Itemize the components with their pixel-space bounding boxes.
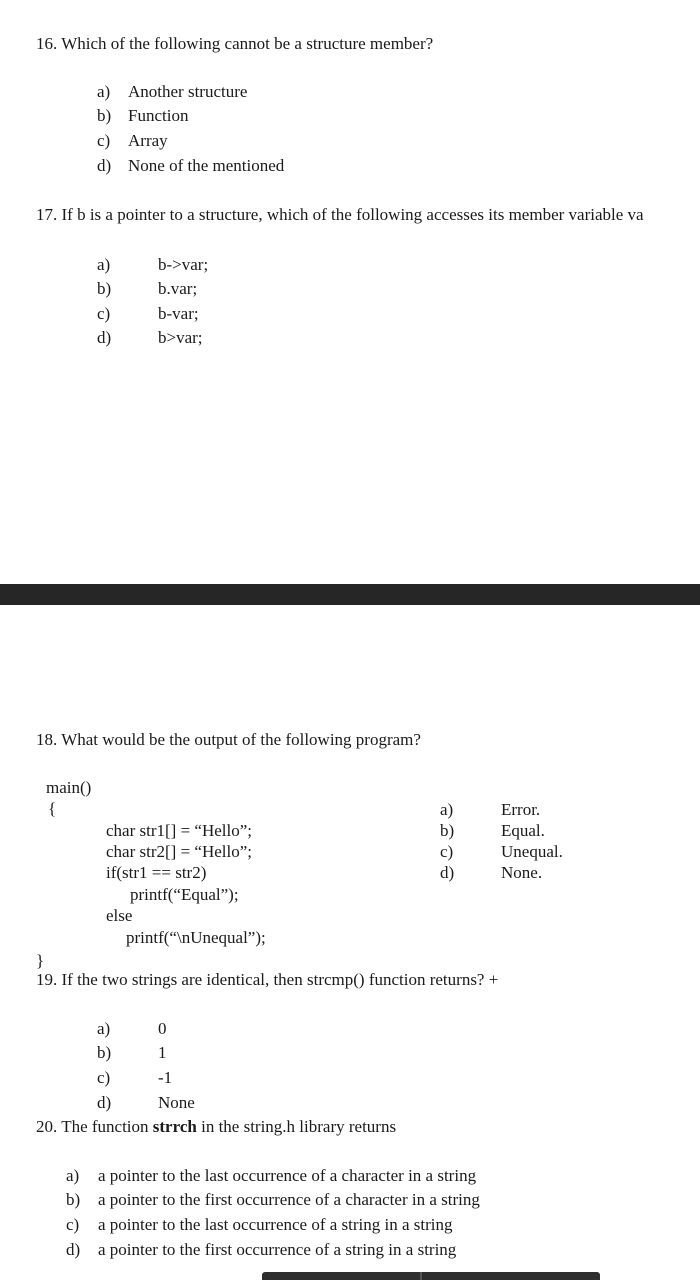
q20-option-d: a pointer to the first occurrence of a string in a string (98, 1240, 457, 1259)
q18-option-b-letter: b) (440, 821, 455, 840)
q18-option-a: Error. (501, 800, 541, 819)
q19-option-a-letter: a) (97, 1019, 111, 1038)
q17-option-d: b>var; (158, 328, 203, 347)
q19-option-d-letter: d) (97, 1093, 112, 1112)
q18-option-a-letter: a) (440, 800, 454, 819)
q19-option-c-letter: c) (97, 1068, 111, 1087)
q17-option-a: b->var; (158, 255, 209, 274)
q18-option-c-letter: c) (440, 842, 454, 861)
code-line-close-brace: } (36, 951, 45, 970)
q16-option-b-letter: b) (97, 106, 112, 125)
q20-option-b-letter: b) (66, 1190, 81, 1209)
q19-option-c: -1 (158, 1068, 173, 1087)
q20-option-c: a pointer to the last occurrence of a string in a string (98, 1215, 453, 1234)
q17-option-a-letter: a) (97, 255, 111, 274)
q16-option-d: None of the mentioned (128, 156, 285, 175)
q17-option-b: b.var; (158, 279, 198, 298)
bottom-toolbar-edge[interactable] (262, 1272, 600, 1280)
q20-option-a-letter: a) (66, 1166, 80, 1185)
code-line-printf-equal: printf(“Equal”); (130, 885, 239, 904)
q17-option-b-letter: b) (97, 279, 112, 298)
code-line-printf-unequal: printf(“\nUnequal”); (126, 928, 266, 947)
question-16: 16. Which of the following cannot be a structure member? (36, 34, 434, 53)
q19-option-a: 0 (158, 1019, 167, 1038)
q19-option-d: None (158, 1093, 195, 1112)
q17-option-c: b-var; (158, 304, 199, 323)
q16-option-a: Another structure (128, 82, 248, 101)
q18-option-c: Unequal. (501, 842, 563, 861)
code-line-else: else (106, 906, 133, 925)
code-line-if: if(str1 == str2) (106, 863, 207, 882)
question-18: 18. What would be the output of the following program? (36, 730, 421, 749)
question-17: 17. If b is a pointer to a structure, which of the following accesses its member variable va (36, 205, 644, 224)
q20-option-d-letter: d) (66, 1240, 81, 1259)
q16-option-c-letter: c) (97, 131, 111, 150)
q20-option-b: a pointer to the first occurrence of a character in a string (98, 1190, 480, 1209)
q18-option-d: None. (501, 863, 543, 882)
q20-option-c-letter: c) (66, 1215, 80, 1234)
code-line-open-brace: { (48, 799, 57, 818)
code-line-str1: char str1[] = “Hello”; (106, 821, 252, 840)
code-line-main: main() (46, 778, 92, 797)
q18-option-b: Equal. (501, 821, 545, 840)
q19-option-b: 1 (158, 1043, 167, 1062)
q16-option-c: Array (128, 131, 168, 150)
q18-option-d-letter: d) (440, 863, 455, 882)
q20-option-a: a pointer to the last occurrence of a character in a string (98, 1166, 477, 1185)
q19-option-b-letter: b) (97, 1043, 112, 1062)
q16-option-b: Function (128, 106, 189, 125)
question-20-suffix: in the string.h library returns (196, 1117, 397, 1136)
question-20 (36, 1117, 396, 1137)
question-20-prefix: 20. The function (36, 1117, 153, 1136)
question-20-function-name: strrch (152, 1117, 197, 1136)
q16-option-d-letter: d) (97, 156, 112, 175)
question-19: 19. If the two strings are identical, then strcmp() function returns? + (36, 970, 499, 989)
screenshot-divider (0, 584, 700, 605)
code-line-str2: char str2[] = “Hello”; (106, 842, 252, 861)
q17-option-c-letter: c) (97, 304, 111, 323)
q16-option-a-letter: a) (97, 82, 111, 101)
q17-option-d-letter: d) (97, 328, 112, 347)
